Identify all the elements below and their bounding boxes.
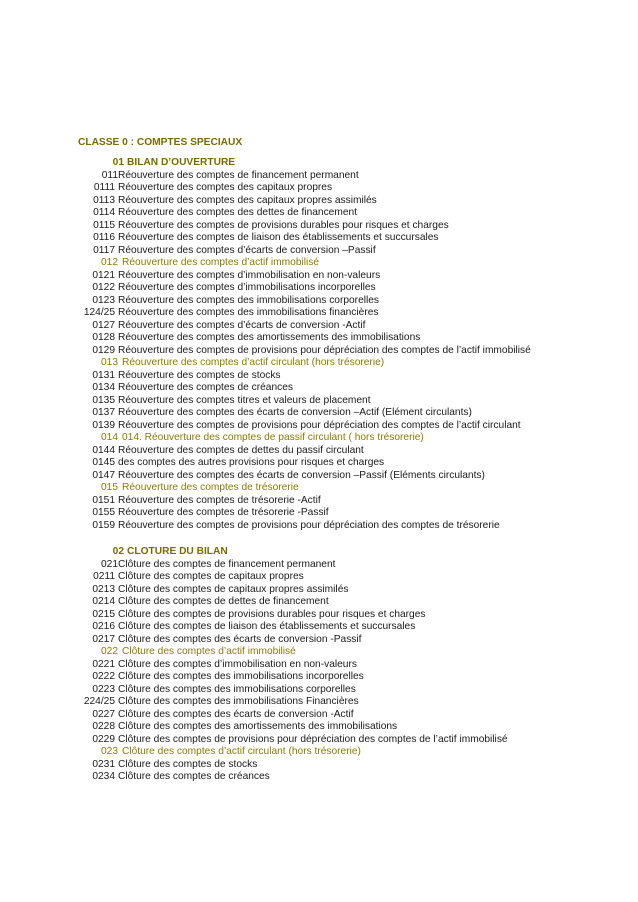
account-row: [0, 709, 638, 722]
account-code: 0115: [93, 219, 115, 231]
account-code: 0137: [92, 407, 115, 418]
account-label: Réouverture des comptes d’actif circulant (hors trésorerie): [122, 357, 385, 368]
account-code: 023: [101, 746, 118, 757]
account-code: 0134: [92, 382, 115, 393]
account-code: 0129: [92, 344, 115, 356]
account-code: 022: [101, 646, 118, 657]
account-code: 0222: [92, 671, 115, 682]
account-label: Réouverture des comptes de financement permanent: [118, 169, 359, 181]
account-code: 0229: [92, 733, 115, 745]
account-row: [0, 345, 638, 358]
account-code: 0211: [93, 571, 115, 582]
account-code: 0214: [92, 596, 115, 607]
account-code: 014: [101, 432, 118, 443]
account-code: 0127: [92, 319, 115, 331]
account-row: [0, 771, 638, 784]
account-code: 0151: [92, 494, 115, 506]
account-row: [0, 721, 638, 734]
account-label: Réouverture des comptes de dettes du passif circulant: [118, 444, 364, 456]
account-code: 0228: [92, 721, 115, 732]
account-code: 0223: [92, 683, 115, 695]
account-label: Clôture des comptes des immobilisations incorporelles: [118, 671, 364, 682]
account-row: [0, 195, 638, 208]
document-title: CLASSE 0 : COMPTES SPECIAUX: [78, 137, 243, 148]
account-code: 0121: [92, 269, 115, 281]
account-label: Clôture des comptes des immobilisations corporelles: [118, 683, 356, 695]
account-row: [0, 659, 638, 672]
account-subheading: [0, 257, 638, 270]
account-label: Réouverture des comptes des écarts de conversion –Actif (Elément circulants): [118, 407, 472, 418]
account-code: 124/25: [83, 307, 115, 318]
account-subheading: [0, 432, 638, 445]
account-code: 0144: [92, 444, 115, 456]
account-label: Clôture des comptes de créances: [118, 771, 270, 782]
account-code: 0128: [92, 332, 115, 343]
account-label: Réouverture des comptes des amortissements des immobilisations: [118, 332, 421, 343]
account-code: 015: [101, 482, 118, 493]
account-code: 0139: [92, 419, 115, 431]
account-code: 0147: [92, 469, 115, 481]
account-label: Réouverture des comptes des immobilisations corporelles: [118, 294, 380, 306]
account-code: 021: [101, 558, 118, 570]
account-label: Clôture des comptes d’actif immobilisé: [122, 646, 296, 657]
account-label: Clôture des comptes de capitaux propres: [118, 571, 304, 582]
account-row: [0, 307, 638, 320]
account-label: Clôture des comptes de capitaux propres assimilés: [118, 583, 349, 595]
account-label: Réouverture des comptes de provisions durables pour risques et charges: [118, 219, 449, 231]
account-code: 0116: [93, 232, 115, 243]
account-row: [0, 420, 638, 433]
account-label: Réouverture des comptes de provisions pour dépréciation des comptes de trésorerie: [118, 519, 500, 531]
account-row: [0, 495, 638, 508]
account-row: [0, 520, 638, 533]
section-bilan-ouverture: [0, 157, 638, 532]
account-label: Clôture des comptes de dettes de financement: [118, 596, 329, 607]
account-label: Réouverture des comptes de trésorerie -Actif: [118, 494, 321, 506]
account-row: [0, 759, 638, 772]
account-code: 0123: [92, 294, 115, 306]
account-row: [0, 457, 638, 470]
account-label: Réouverture des comptes d’écarts de conversion -Actif: [118, 319, 366, 331]
account-row: [0, 559, 638, 572]
account-label: Clôture des comptes d’immobilisation en non-valeurs: [118, 658, 357, 670]
account-label: Clôture des comptes des écarts de conversion -Actif: [118, 708, 354, 720]
account-row: [0, 332, 638, 345]
account-row: [0, 734, 638, 747]
account-row: [0, 382, 638, 395]
account-row: [0, 445, 638, 458]
account-row: [0, 596, 638, 609]
account-subheading: [0, 357, 638, 370]
account-code: 0213: [92, 583, 115, 595]
account-code: 224/25: [83, 696, 115, 707]
account-label: Clôture des comptes des écarts de conversion -Passif: [118, 633, 362, 645]
account-code: 0227: [92, 708, 115, 720]
account-label: Réouverture des comptes de liaison des établissements et succursales: [118, 232, 439, 243]
account-code: 011: [101, 169, 118, 181]
account-row: [0, 696, 638, 709]
account-row: [0, 621, 638, 634]
account-code: 0216: [92, 621, 115, 632]
account-subheading: [0, 646, 638, 659]
account-row: [0, 609, 638, 622]
account-code: 0113: [93, 194, 115, 206]
account-code: 0215: [92, 608, 115, 620]
account-label: 014. Réouverture des comptes de passif circulant ( hors trésorerie): [122, 432, 424, 443]
account-label: Clôture des comptes de provisions pour dépréciation des comptes de l’actif immobilisé: [118, 733, 508, 745]
account-list: [0, 559, 638, 784]
account-code: 0231: [92, 758, 115, 770]
account-code: 013: [101, 357, 118, 368]
account-code: 0155: [92, 507, 115, 518]
account-row: [0, 320, 638, 333]
account-label: Réouverture des comptes des immobilisations financières: [118, 307, 379, 318]
account-row: [0, 170, 638, 183]
account-row: [0, 634, 638, 647]
account-label: Réouverture des comptes titres et valeurs de placement: [118, 394, 371, 406]
account-label: Réouverture des comptes des écarts de conversion –Passif (Eléments circulants): [118, 469, 485, 481]
section-heading-code: 02: [112, 546, 124, 557]
section-heading-label: CLOTURE DU BILAN: [127, 546, 228, 557]
account-row: [0, 407, 638, 420]
account-code: 0122: [92, 282, 115, 293]
account-row: [0, 395, 638, 408]
account-label: Réouverture des comptes de créances: [118, 382, 293, 393]
account-row: [0, 182, 638, 195]
account-label: Clôture des comptes d’actif circulant (hors trésorerie): [122, 746, 361, 757]
account-row: [0, 470, 638, 483]
account-row: [0, 370, 638, 383]
account-code: 0111: [93, 182, 115, 193]
account-label: Clôture des comptes de stocks: [118, 758, 258, 770]
account-label: Réouverture des comptes de provisions pour dépréciation des comptes de l’actif circulant: [118, 419, 521, 431]
account-code: 0221: [92, 658, 115, 670]
account-label: Réouverture des comptes de provisions pour dépréciation des comptes de l’actif immobilisé: [118, 344, 531, 356]
account-code: 0131: [92, 369, 115, 381]
account-label: Réouverture des comptes de trésorerie: [122, 482, 299, 493]
account-row: [0, 245, 638, 258]
account-label: des comptes des autres provisions pour risques et charges: [118, 457, 385, 468]
account-subheading: [0, 482, 638, 495]
account-label: Réouverture des comptes de trésorerie -Passif: [118, 507, 329, 518]
account-row: [0, 207, 638, 220]
account-code: 0234: [92, 771, 115, 782]
account-row: [0, 295, 638, 308]
account-label: Clôture des comptes de financement permanent: [118, 558, 336, 570]
section-heading: [0, 546, 638, 559]
account-label: Clôture des comptes de provisions durables pour risques et charges: [118, 608, 426, 620]
account-code: 0135: [92, 394, 115, 406]
account-label: Réouverture des comptes des capitaux propres assimilés: [118, 194, 377, 206]
account-label: Clôture des comptes des amortissements des immobilisations: [118, 721, 398, 732]
account-label: Clôture des comptes des immobilisations Financières: [118, 696, 359, 707]
account-row: [0, 220, 638, 233]
account-row: [0, 232, 638, 245]
account-row: [0, 507, 638, 520]
account-row: [0, 671, 638, 684]
account-row: [0, 684, 638, 697]
account-label: Réouverture des comptes d’écarts de conversion –Passif: [118, 244, 376, 256]
section-cloture-bilan: [0, 546, 638, 784]
section-heading: [0, 157, 638, 170]
account-label: Réouverture des comptes des capitaux propres: [118, 182, 333, 193]
account-label: Réouverture des comptes des dettes de financement: [118, 207, 357, 218]
section-heading-code: 01: [112, 157, 124, 168]
account-row: [0, 584, 638, 597]
account-list: [0, 170, 638, 533]
account-row: [0, 270, 638, 283]
account-label: Réouverture des comptes d’immobilisations incorporelles: [118, 282, 376, 293]
account-code: 0117: [93, 244, 115, 256]
account-label: Réouverture des comptes d’actif immobilisé: [122, 257, 320, 268]
section-heading-label: BILAN D’OUVERTURE: [127, 157, 236, 168]
account-label: Clôture des comptes de liaison des établissements et succursales: [118, 621, 416, 632]
account-subheading: [0, 746, 638, 759]
account-label: Réouverture des comptes de stocks: [118, 369, 281, 381]
account-row: [0, 282, 638, 295]
account-code: 0145: [92, 457, 115, 468]
account-code: 012: [101, 257, 118, 268]
account-code: 0159: [92, 519, 115, 531]
account-code: 0217: [92, 633, 115, 645]
account-label: Réouverture des comptes d’immobilisation en non-valeurs: [118, 269, 381, 281]
account-row: [0, 571, 638, 584]
account-code: 0114: [93, 207, 115, 218]
